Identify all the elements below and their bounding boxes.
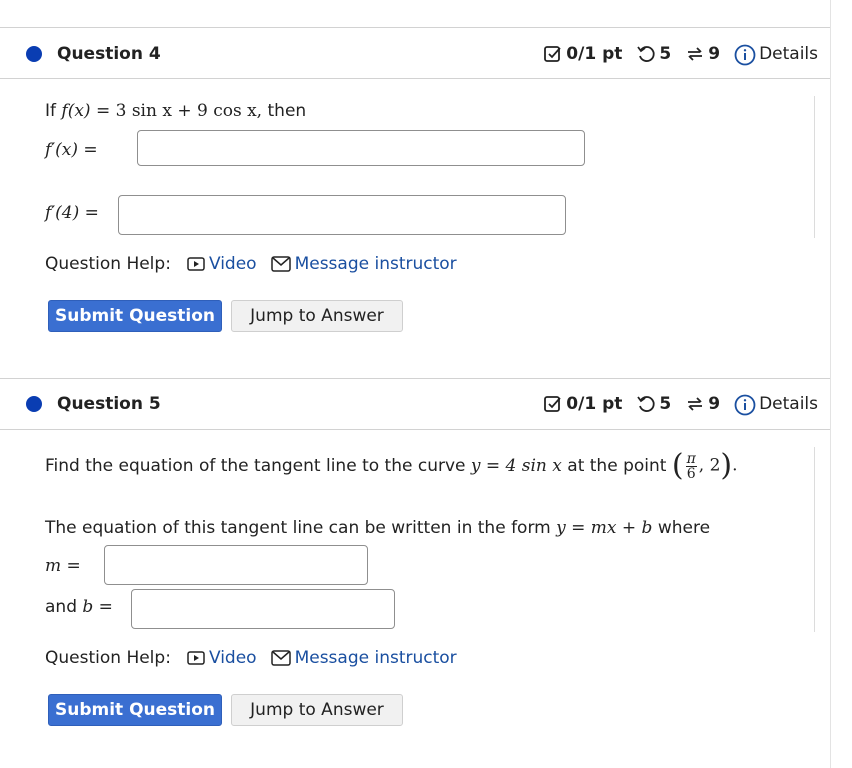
score-check-icon	[543, 44, 563, 64]
retry-icon	[636, 44, 656, 64]
score-text: 0/1 pt	[566, 44, 623, 64]
question-edge	[814, 447, 815, 632]
status-dot	[26, 396, 42, 412]
derivative-input[interactable]	[137, 130, 585, 166]
question-help: Question Help: Video Message instructor	[45, 254, 457, 274]
score-check-icon	[543, 394, 563, 414]
details-link[interactable]: Details	[759, 44, 818, 64]
divider	[0, 27, 830, 28]
submit-question-button[interactable]: Submit Question	[48, 694, 222, 726]
status-dot	[26, 46, 42, 62]
message-instructor-link[interactable]: Message instructor	[271, 648, 457, 668]
message-instructor-link[interactable]: Message instructor	[271, 254, 457, 274]
question-title: Question 4	[57, 44, 161, 64]
question-title: Question 5	[57, 394, 161, 414]
question-edge	[814, 96, 815, 238]
attempts-count: 9	[708, 44, 721, 64]
video-link[interactable]: Video	[187, 254, 257, 274]
retries-count: 5	[659, 44, 672, 64]
derivative-at-4-input[interactable]	[118, 195, 566, 235]
jump-to-answer-button[interactable]: Jump to Answer	[231, 300, 403, 332]
right-border	[830, 0, 831, 768]
slope-m-input[interactable]	[104, 545, 368, 585]
divider	[0, 78, 830, 79]
video-icon	[187, 256, 205, 272]
video-link[interactable]: Video	[187, 648, 257, 668]
jump-to-answer-button[interactable]: Jump to Answer	[231, 694, 403, 726]
answer-label-value: f′(4) =	[45, 203, 99, 223]
answer-label-derivative: f′(x) =	[45, 140, 98, 160]
mail-icon	[271, 650, 291, 666]
question-prompt: If f(x) = 3 sin x + 9 cos x, then	[45, 101, 307, 121]
video-icon	[187, 650, 205, 666]
divider	[0, 378, 830, 379]
retries-count: 5	[659, 394, 672, 414]
question-meta	[543, 394, 818, 414]
mail-icon	[271, 256, 291, 272]
retry-icon	[636, 394, 656, 414]
info-icon[interactable]	[734, 394, 754, 414]
details-link[interactable]: Details	[759, 394, 818, 414]
m-label: m =	[45, 556, 81, 576]
submit-question-button[interactable]: Submit Question	[48, 300, 222, 332]
b-label: and b =	[45, 597, 113, 617]
question-header	[0, 380, 830, 430]
point-coordinates: ( $\frac{\pi}{6}$ , 2).	[671, 448, 738, 483]
form-instruction: The equation of this tangent line can be written in the form y = mx + b where	[45, 518, 711, 538]
divider	[0, 429, 830, 430]
attempts-icon	[685, 44, 705, 64]
score-text: 0/1 pt	[566, 394, 623, 414]
info-icon[interactable]	[734, 44, 754, 64]
question-help: Question Help: Video Message instructor	[45, 648, 457, 668]
question-prompt: Find the equation of the tangent line to the curve y = 4 sin x at the point ( $\frac{\pi}{6}$ , 2).	[45, 448, 738, 483]
intercept-b-input[interactable]	[131, 589, 395, 629]
attempts-icon	[685, 394, 705, 414]
attempts-count: 9	[708, 394, 721, 414]
question-meta	[543, 44, 818, 64]
question-header	[0, 30, 830, 80]
